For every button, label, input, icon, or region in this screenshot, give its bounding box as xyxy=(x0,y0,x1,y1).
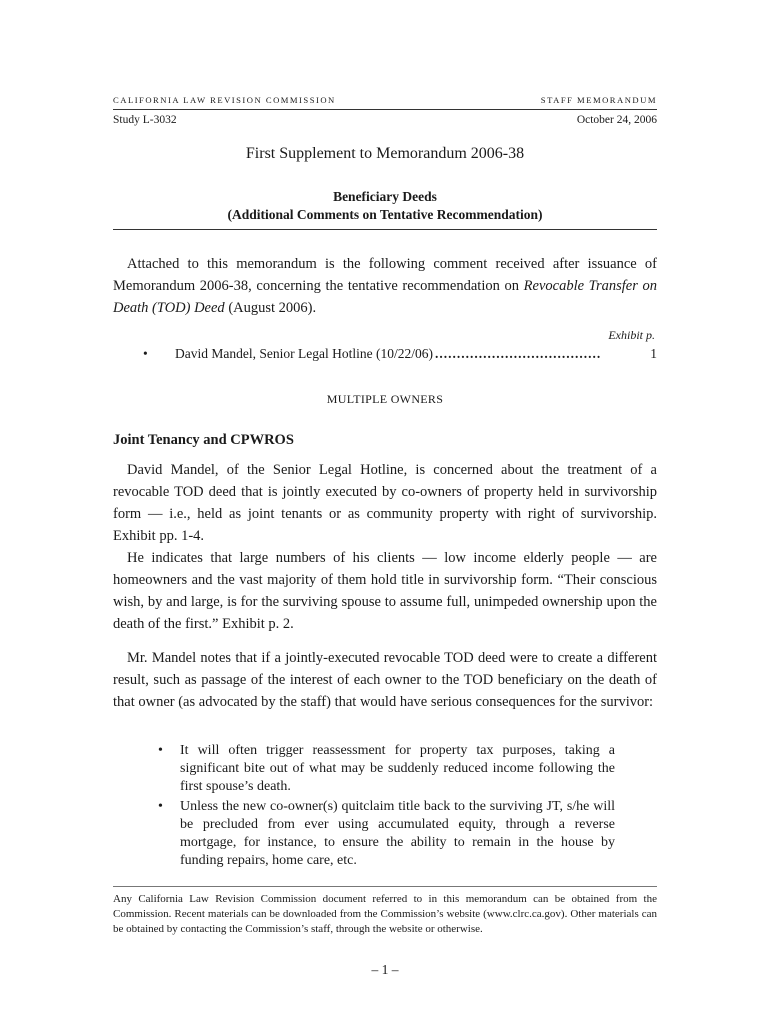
document-type: STAFF MEMORANDUM xyxy=(540,95,657,105)
subtitle-line-2: (Additional Comments on Tentative Recommendation) xyxy=(227,207,543,222)
footnote-divider xyxy=(113,886,657,887)
dot-leader: ...................................... xyxy=(434,346,602,361)
tentative-recommendation-title: Revocable Transfer on Death (TOD) Deed xyxy=(113,278,657,316)
header-divider xyxy=(113,109,657,110)
study-number: Study L-3032 xyxy=(113,114,177,126)
body-paragraph-2: He indicates that large numbers of his clients — low income elderly people — are homeowners and the vast majority of them hold title in survivorship form. “Their conscious wish, by and large, is for the surviving spouse to assume full, unimpeded ownership upon the death of the first.” Exhibit p. 2. xyxy=(113,550,657,632)
subtitle-line-1: Beneficiary Deeds xyxy=(333,189,437,204)
body-paragraph-1: David Mandel, of the Senior Legal Hotline, is concerned about the treatment of a revocable TOD deed that is jointly executed by co-owners of property held in survivorship form — i.e., held as joint tenants or as community property with right of survivorship. Exhibit pp. 1-4. xyxy=(113,462,657,544)
exhibit-list-item xyxy=(143,346,657,362)
memo-title: First Supplement to Memorandum 2006-38 xyxy=(245,145,525,162)
title-divider xyxy=(113,229,657,230)
organization-name: CALIFORNIA LAW REVISION COMMISSION xyxy=(113,95,336,105)
subsection-heading: Joint Tenancy and CPWROS xyxy=(113,432,294,448)
page-number: – 1 – xyxy=(371,962,399,977)
memo-date: October 24, 2006 xyxy=(576,114,657,126)
list-item: • Unless the new co-owner(s) quitclaim title back to the surviving JT, s/he will be precluded from ever using accumulated equity, through a reverse mortgage, for instance, to ensure the ability to remain in the house by funding repairs, home care, etc. xyxy=(158,799,615,868)
letterhead xyxy=(113,95,657,105)
body-paragraph-3: Mr. Mandel notes that if a jointly-executed revocable TOD deed were to create a different result, such as passage of the interest of each owner to the TOD beneficiary on the death of that owner (as advocated by the staff) that would have serious consequences for the survivor: xyxy=(113,650,657,710)
exhibit-page-column-label: Exhibit p. xyxy=(608,328,655,342)
bullet: • xyxy=(143,346,148,361)
footnote: Any California Law Revision Commission document referred to in this memorandum can be obtained from the Commission. Recent materials can be downloaded from the Commission’s website (www.clrc.ca.gov). Other materials can be obtained by contacting the Commission’s staff, through the website or otherwise. xyxy=(113,893,657,935)
memo-subtitle xyxy=(113,188,657,224)
bullet: • xyxy=(158,799,163,814)
exhibit-label: David Mandel, Senior Legal Hotline (10/22/06) xyxy=(175,346,433,361)
intro-paragraph: Attached to this memorandum is the following comment received after issuance of Memorandum 2006-38, concerning the tentative recommendation on Revocable Transfer on Death (TOD) Deed (August 2006). xyxy=(113,256,657,316)
bullet: • xyxy=(158,743,163,758)
list-item: • It will often trigger reassessment for property tax purposes, taking a significant bite out of what may be suddenly reduced income following the first spouse’s death. xyxy=(158,743,615,794)
memo-page xyxy=(113,0,657,1024)
section-heading: MULTIPLE OWNERS xyxy=(326,392,444,406)
consequences-list xyxy=(153,742,615,872)
exhibit-page-number: 1 xyxy=(650,346,657,361)
study-date-row xyxy=(113,114,657,126)
